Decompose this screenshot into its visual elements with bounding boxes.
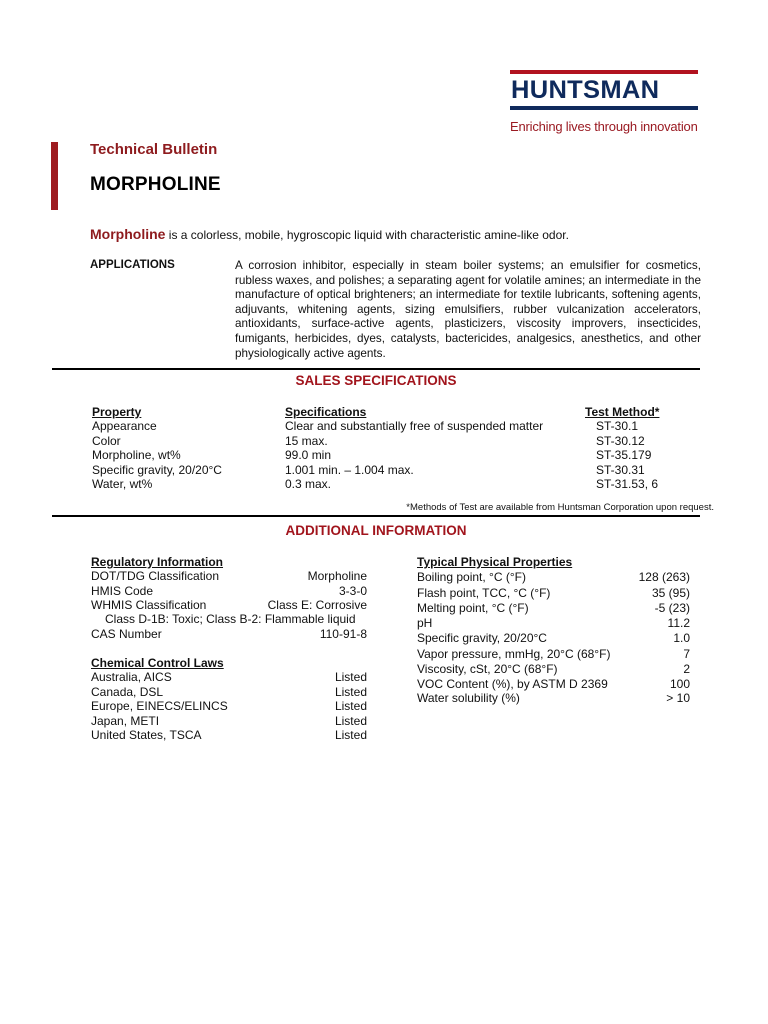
intro-product-name: Morpholine xyxy=(90,226,166,242)
item-value: Listed xyxy=(334,713,367,728)
item-label: HMIS Code xyxy=(91,583,154,598)
item-value: > 10 xyxy=(666,691,690,705)
item-label: WHMIS Classification xyxy=(91,598,207,612)
item-value: 128 (263) xyxy=(638,570,690,584)
table-row xyxy=(0,463,768,478)
column-header: Specifications xyxy=(285,405,367,419)
accent-bar xyxy=(51,142,58,210)
huntsman-logo xyxy=(510,70,700,134)
list-item xyxy=(417,677,690,692)
sales-specifications-heading: SALES SPECIFICATIONS xyxy=(295,373,457,388)
intro-text: is a colorless, mobile, hygroscopic liquid with characteristic amine-like odor. xyxy=(165,228,569,242)
chemical-control-heading: Chemical Control Laws xyxy=(91,656,224,670)
logo-tagline: Enriching lives through innovation xyxy=(510,119,698,134)
item-label: Flash point, TCC, °C (°F) xyxy=(417,585,551,600)
item-value: Listed xyxy=(334,670,367,684)
physical-properties-heading: Typical Physical Properties xyxy=(417,555,573,569)
list-item xyxy=(417,691,690,706)
table-cell: 1.001 min. – 1.004 max. xyxy=(285,462,414,477)
list-item xyxy=(91,569,367,584)
applications-label: APPLICATIONS xyxy=(90,259,175,271)
table-cell: 99.0 min xyxy=(285,448,332,462)
item-value: 100 xyxy=(669,676,690,691)
logo-bottom-bar xyxy=(510,106,698,110)
item-value: -5 (23) xyxy=(654,601,690,615)
table-cell: ST-30.31 xyxy=(596,462,645,477)
regulatory-heading: Regulatory Information xyxy=(91,555,224,569)
item-value: 11.2 xyxy=(667,615,690,630)
item-value: 7 xyxy=(683,646,690,661)
whmis-subclass: Class D-1B: Toxic; Class B-2: Flammable liquid xyxy=(105,612,356,626)
page-title: MORPHOLINE xyxy=(90,174,221,195)
item-label: Japan, METI xyxy=(91,713,160,728)
column-header: Property xyxy=(92,405,142,419)
logo-wordmark: HUNTSMAN xyxy=(511,76,660,104)
table-cell: ST-35.179 xyxy=(596,448,652,462)
list-item xyxy=(417,601,690,616)
list-item xyxy=(417,570,690,585)
table-cell: 0.3 max. xyxy=(285,477,332,491)
table-cell: Specific gravity, 20/20°C xyxy=(92,462,222,477)
item-value: 1.0 xyxy=(673,631,690,645)
item-value: 110-91-8 xyxy=(319,627,367,641)
item-label: Boiling point, °C (°F) xyxy=(417,570,526,584)
table-row xyxy=(0,477,768,492)
item-value: 2 xyxy=(683,661,690,676)
applications-text: A corrosion inhibitor, especially in steam boiler systems; an emulsifier for cosmetics, rubless waxes, and polishes; a separating agent for volatile amines; an intermediate in the manufacture of optical brighteners; an intermediate for textile lubricants, softening agents, adjuvants, whitening agents, sizing emulsifiers, rubber vulcanization accelerators, antioxidants, surface-active agents, plasticizers, viscosity improvers, insecticides, fumigants, herbicides, dyes, catalysts, bactericides, analgesics, anesthetics, and other physiologically active agents. xyxy=(235,259,701,360)
list-item xyxy=(91,685,367,700)
item-label: Australia, AICS xyxy=(91,670,172,684)
table-cell: ST-31.53, 6 xyxy=(596,477,659,491)
item-value: Listed xyxy=(334,699,367,713)
intro-paragraph xyxy=(90,226,569,242)
item-label: DOT/TDG Classification xyxy=(91,569,220,583)
list-item xyxy=(417,586,690,601)
list-item xyxy=(417,616,690,631)
item-value: Listed xyxy=(334,728,367,742)
table-cell: Clear and substantially free of suspended matter xyxy=(285,419,544,433)
list-item xyxy=(91,598,367,613)
table-cell: Color xyxy=(92,433,121,448)
item-value: 35 (95) xyxy=(651,585,690,600)
table-cell: 15 max. xyxy=(285,433,328,448)
table-cell: Water, wt% xyxy=(92,477,153,491)
list-item xyxy=(417,631,690,646)
item-label: VOC Content (%), by ASTM D 2369 xyxy=(417,676,608,691)
table-cell: ST-30.1 xyxy=(596,419,639,433)
additional-information-heading: ADDITIONAL INFORMATION xyxy=(285,523,467,538)
item-value: Morpholine xyxy=(307,569,367,583)
test-method-footnote: *Methods of Test are available from Huntsman Corporation upon request. xyxy=(406,502,714,513)
bulletin-label: Technical Bulletin xyxy=(90,141,218,158)
logo-top-bar xyxy=(510,70,698,74)
table-cell: Morpholine, wt% xyxy=(92,448,181,462)
item-label: United States, TSCA xyxy=(91,728,202,742)
item-label: pH xyxy=(417,615,433,630)
divider xyxy=(52,515,700,517)
list-item xyxy=(91,670,367,685)
item-label: Specific gravity, 20/20°C xyxy=(417,631,547,645)
table-row xyxy=(0,448,768,463)
table-cell: ST-30.12 xyxy=(596,433,645,448)
divider xyxy=(52,368,700,370)
item-value: Listed xyxy=(334,684,367,699)
item-label: CAS Number xyxy=(91,627,162,641)
item-value: 3-3-0 xyxy=(338,583,367,598)
list-item xyxy=(91,699,367,714)
list-item xyxy=(417,662,690,677)
table-row xyxy=(0,434,768,449)
table-header-row xyxy=(0,405,768,420)
item-label: Vapor pressure, mmHg, 20°C (68°F) xyxy=(417,646,611,661)
item-label: Europe, EINECS/ELINCS xyxy=(91,699,228,713)
item-label: Viscosity, cSt, 20°C (68°F) xyxy=(417,661,558,676)
list-item xyxy=(91,728,367,743)
table-row xyxy=(0,419,768,434)
list-item xyxy=(417,647,690,662)
item-value: Class E: Corrosive xyxy=(267,598,367,612)
item-label: Canada, DSL xyxy=(91,684,164,699)
column-header: Test Method* xyxy=(585,405,660,419)
list-item xyxy=(91,714,367,729)
item-label: Melting point, °C (°F) xyxy=(417,601,529,615)
table-cell: Appearance xyxy=(92,419,157,433)
item-label: Water solubility (%) xyxy=(417,691,520,705)
list-item xyxy=(91,584,367,599)
list-item xyxy=(91,627,367,642)
